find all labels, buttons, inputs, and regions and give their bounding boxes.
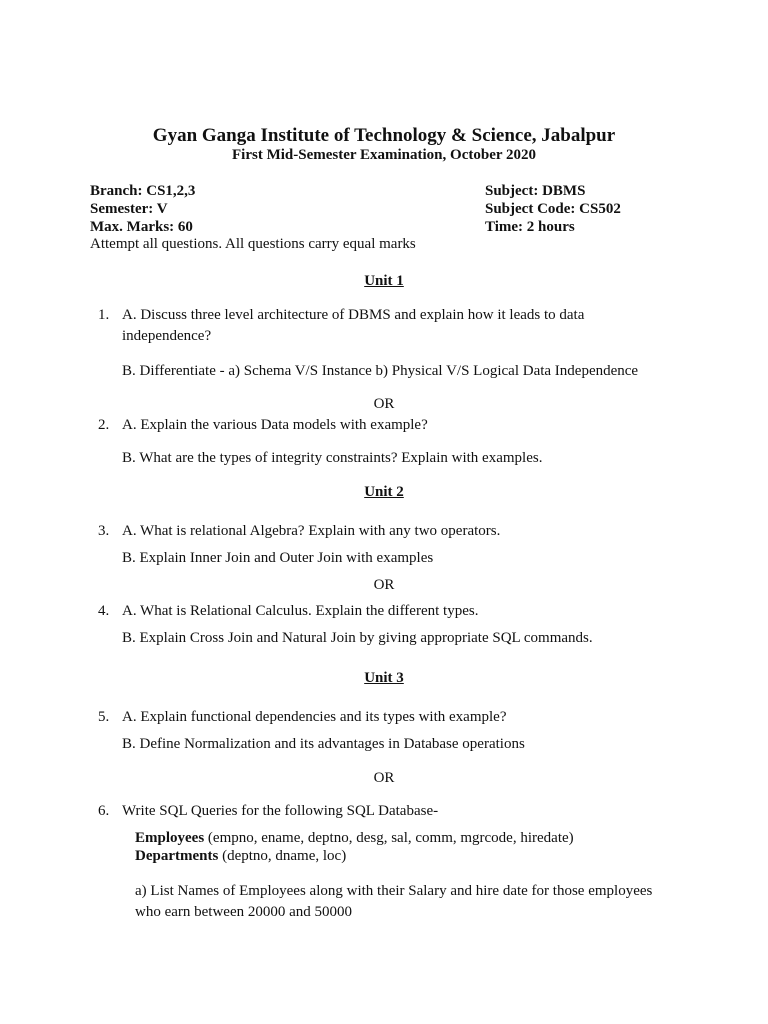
or-separator: OR bbox=[373, 396, 395, 412]
question-part-b: B. What are the types of integrity constraints? Explain with examples. bbox=[122, 450, 543, 466]
table-columns: (empno, ename, deptno, desg, sal, comm, mgrcode, hiredate) bbox=[204, 830, 574, 846]
question-part-a: A. Explain the various Data models with example? bbox=[122, 417, 428, 433]
question-number: 4. bbox=[98, 603, 110, 619]
schema-departments bbox=[135, 848, 346, 865]
question-part-a: A. What is relational Algebra? Explain with any two operators. bbox=[122, 523, 501, 539]
subject-label: Subject: DBMS bbox=[485, 183, 586, 199]
query-part-a: a) List Names of Employees along with their Salary and hire date for those employees who earn between 20000 and 50000 bbox=[135, 883, 653, 920]
table-name: Employees bbox=[135, 830, 205, 846]
unit-heading: Unit 2 bbox=[364, 484, 404, 500]
question-number: 1. bbox=[98, 307, 110, 323]
question-part-b: B. Differentiate - a) Schema V/S Instance b) Physical V/S Logical Data Independence bbox=[122, 363, 639, 379]
schema-employees bbox=[135, 830, 574, 847]
question-number: 3. bbox=[98, 523, 110, 539]
question-part-a: A. Explain functional dependencies and its types with example? bbox=[122, 709, 507, 725]
question-number: 2. bbox=[98, 417, 110, 433]
question-number: 5. bbox=[98, 709, 110, 725]
table-columns: (deptno, dname, loc) bbox=[218, 848, 347, 864]
or-separator: OR bbox=[373, 770, 395, 786]
semester-label: Semester: V bbox=[90, 201, 168, 217]
exam-title: First Mid-Semester Examination, October 2020 bbox=[232, 147, 536, 163]
time-label: Time: 2 hours bbox=[485, 219, 575, 235]
question-part-b: B. Explain Cross Join and Natural Join by giving appropriate SQL commands. bbox=[122, 630, 593, 646]
institute-title: Gyan Ganga Institute of Technology & Science, Jabalpur bbox=[152, 125, 616, 146]
or-separator: OR bbox=[373, 577, 395, 593]
question-part-a: A. Discuss three level architecture of DBMS and explain how it leads to data independence? bbox=[122, 307, 585, 344]
unit-heading: Unit 3 bbox=[364, 670, 404, 686]
instructions-text: Attempt all questions. All questions carry equal marks bbox=[90, 236, 416, 252]
question-text: Write SQL Queries for the following SQL Database- bbox=[122, 803, 439, 819]
subject-code-label: Subject Code: CS502 bbox=[485, 201, 621, 217]
question-part-b: B. Explain Inner Join and Outer Join with examples bbox=[122, 550, 434, 566]
question-part-a: A. What is Relational Calculus. Explain the different types. bbox=[122, 603, 479, 619]
question-part-b: B. Define Normalization and its advantages in Database operations bbox=[122, 736, 525, 752]
max-marks-label: Max. Marks: 60 bbox=[90, 219, 193, 235]
question-number: 6. bbox=[98, 803, 110, 819]
branch-label: Branch: CS1,2,3 bbox=[90, 183, 196, 199]
unit-heading: Unit 1 bbox=[364, 273, 404, 289]
table-name: Departments bbox=[135, 848, 219, 864]
